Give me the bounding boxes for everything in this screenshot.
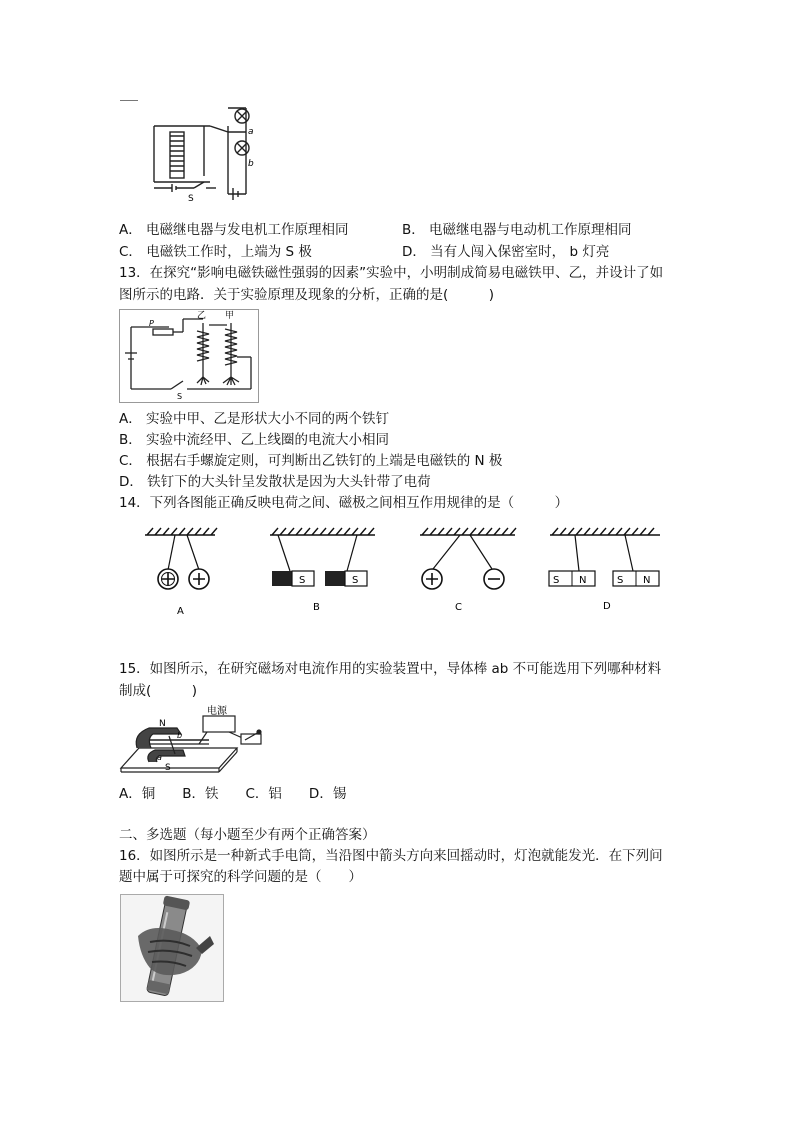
q14-figure-a (145, 528, 217, 617)
q14-figures (135, 525, 670, 620)
q12-option-b: B． 电磁继电器与电动机工作原理相同 (402, 222, 632, 238)
q15-label-b: b (177, 731, 183, 740)
q14-figure-c (420, 528, 516, 613)
q14-label-d: D (603, 601, 611, 612)
q13-label-yi: 乙 (197, 311, 207, 321)
q14-d-magnet1-s: S (553, 575, 560, 586)
q15-stem-line1: 15．如图所示，在研究磁场对电流作用的实验装置中，导体棒 ab 不可能选用下列哪种材料 (119, 661, 662, 677)
q14-figure-d (549, 528, 660, 612)
q15-options: A．铜 B．铁 C．铝 D．锡 (119, 786, 347, 802)
q14-b-magnet2-s: S (352, 575, 359, 586)
q13-label-jia: 甲 (225, 311, 235, 321)
q15-apparatus-diagram (119, 704, 269, 774)
q15-label-power: 电源 (207, 706, 227, 717)
header-rule (120, 100, 138, 101)
q14-d-magnet2-n: N (643, 575, 651, 586)
q12-label-b: b (248, 159, 254, 169)
q13-option-a: A． 实验中甲、乙是形状大小不同的两个铁钉 (119, 411, 390, 427)
q14-d-magnet2-s: S (617, 575, 624, 586)
q14-figure-b (270, 528, 375, 613)
q16-stem-line2: 题中属于可探究的科学问题的是（ ） (119, 869, 362, 885)
q14-label-a: A (177, 606, 184, 617)
q12-option-c: C． 电磁铁工作时，上端为 S 极 (119, 244, 312, 260)
q14-label-c: C (455, 602, 462, 613)
q13-stem-line1: 13．在探究“影响电磁铁磁性强弱的因素”实验中，小明制成简易电磁铁甲、乙，并设计了如 (119, 265, 664, 281)
q13-option-d: D． 铁钉下的大头针呈发散状是因为大头针带了电荷 (119, 474, 431, 490)
section2-heading: 二、多选题（每小题至少有两个正确答案） (119, 827, 376, 843)
q12-relay-circuit-diagram (148, 104, 266, 202)
q12-option-d: D． 当有人闯入保密室时， b 灯亮 (402, 244, 610, 260)
q15-stem-line2: 制成( ) (119, 683, 198, 699)
q15-label-s: S (165, 763, 171, 773)
q16-stem-line1: 16．如图所示是一种新式手电筒，当沿图中箭头方向来回摇动时，灯泡就能发光．在下列问 (119, 848, 663, 864)
q14-d-magnet1-n: N (579, 575, 587, 586)
q14-stem: 14．下列各图能正确反映电荷之间、磁极之间相互作用规律的是（ ） (119, 495, 569, 511)
q14-b-magnet1-s: S (299, 575, 306, 586)
q13-stem-line2: 图所示的电路．关于实验原理及现象的分析，正确的是( ) (119, 287, 495, 303)
q12-label-s: S (188, 194, 194, 202)
q13-electromagnet-circuit-diagram (119, 309, 259, 403)
q16-flashlight-photo (120, 894, 224, 1002)
q15-label-a: a (157, 753, 162, 762)
q13-label-p: P (149, 319, 154, 328)
q12-label-a: a (248, 127, 254, 137)
q13-label-s: S (177, 392, 183, 401)
q13-option-c: C． 根据右手螺旋定则，可判断出乙铁钉的上端是电磁铁的 N 极 (119, 453, 503, 469)
q15-label-n: N (159, 719, 166, 729)
q14-label-b: B (313, 602, 320, 613)
q12-option-a: A． 电磁继电器与发电机工作原理相同 (119, 222, 349, 238)
q13-option-b: B． 实验中流经甲、乙上线圈的电流大小相同 (119, 432, 390, 448)
